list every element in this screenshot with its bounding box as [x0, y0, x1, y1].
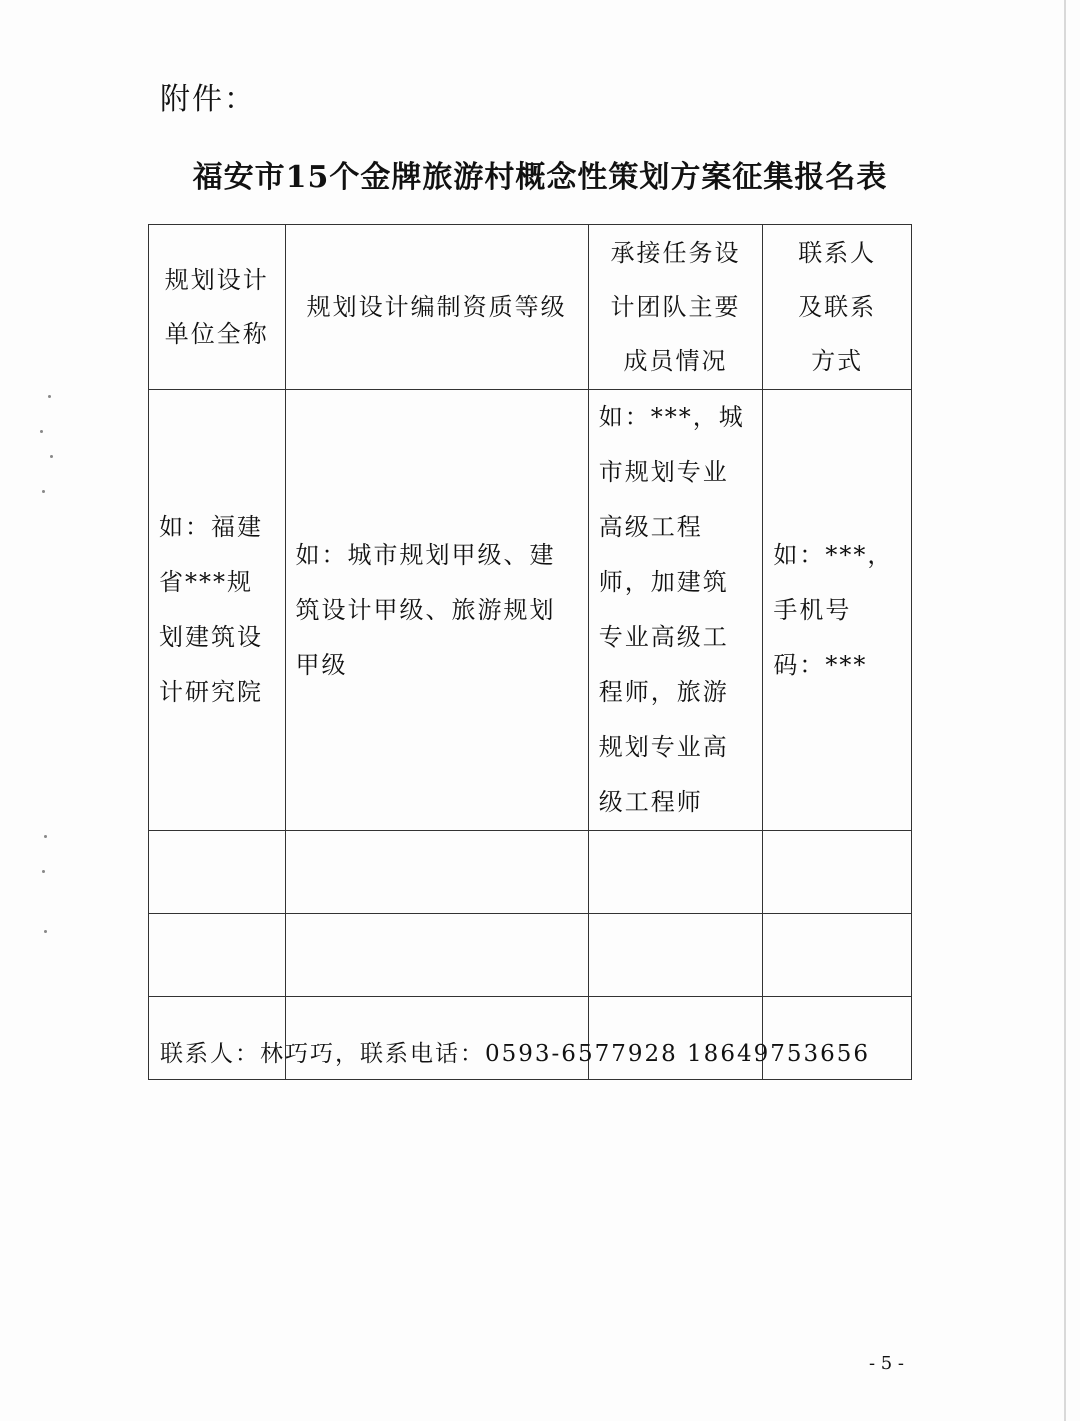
blank-cell[interactable]	[588, 914, 763, 997]
blank-cell[interactable]	[588, 831, 763, 914]
header-unit-name-text: 规划设计单位全称	[164, 266, 269, 348]
scan-speck	[40, 430, 43, 433]
blank-cell[interactable]	[149, 831, 286, 914]
blank-cell[interactable]	[285, 914, 588, 997]
example-qualification-text: 如：城市规划甲级、建筑设计甲级、旅游规划甲级	[295, 540, 556, 679]
blank-cell[interactable]	[285, 831, 588, 914]
scan-speck	[48, 395, 51, 398]
example-contact	[763, 390, 912, 831]
example-row	[149, 390, 912, 831]
header-contact-text: 联系人及联系方式	[798, 239, 877, 375]
blank-cell[interactable]	[763, 831, 912, 914]
document-title: 福安市15个金牌旅游村概念性策划方案征集报名表	[192, 160, 888, 195]
blank-cell[interactable]	[149, 914, 286, 997]
header-team-members	[588, 225, 763, 390]
header-qualification-text: 规划设计编制资质等级	[306, 293, 567, 321]
attachment-label: 附件：	[160, 82, 256, 117]
page-edge-line	[1064, 0, 1066, 1421]
registration-table	[148, 224, 912, 1080]
example-unit-name	[149, 390, 286, 831]
blank-cell[interactable]	[763, 914, 912, 997]
scan-speck	[42, 490, 45, 493]
table-header-row	[149, 225, 912, 390]
example-team-members-text: 如：***，城市规划专业高级工程师，加建筑专业高级工程师，旅游规划专业高级工程师	[598, 403, 745, 816]
page-number: - 5 -	[868, 1353, 904, 1374]
scan-speck	[50, 455, 53, 458]
scan-speck	[44, 930, 47, 933]
header-unit-name	[149, 225, 286, 390]
header-qualification	[285, 225, 588, 390]
example-team-members	[588, 390, 763, 831]
scan-speck	[44, 835, 47, 838]
scan-speck	[42, 870, 45, 873]
example-contact-text: 如：***，手机号码：***	[773, 540, 894, 679]
header-team-members-text: 承接任务设计团队主要成员情况	[610, 239, 741, 375]
example-qualification	[285, 390, 588, 831]
header-contact	[763, 225, 912, 390]
blank-row	[149, 831, 912, 914]
contact-info: 联系人：林巧巧，联系电话：0593-6577928 18649753656	[160, 1041, 871, 1067]
example-unit-name-text: 如：福建省***规划建筑设计研究院	[159, 513, 263, 706]
blank-row	[149, 914, 912, 997]
